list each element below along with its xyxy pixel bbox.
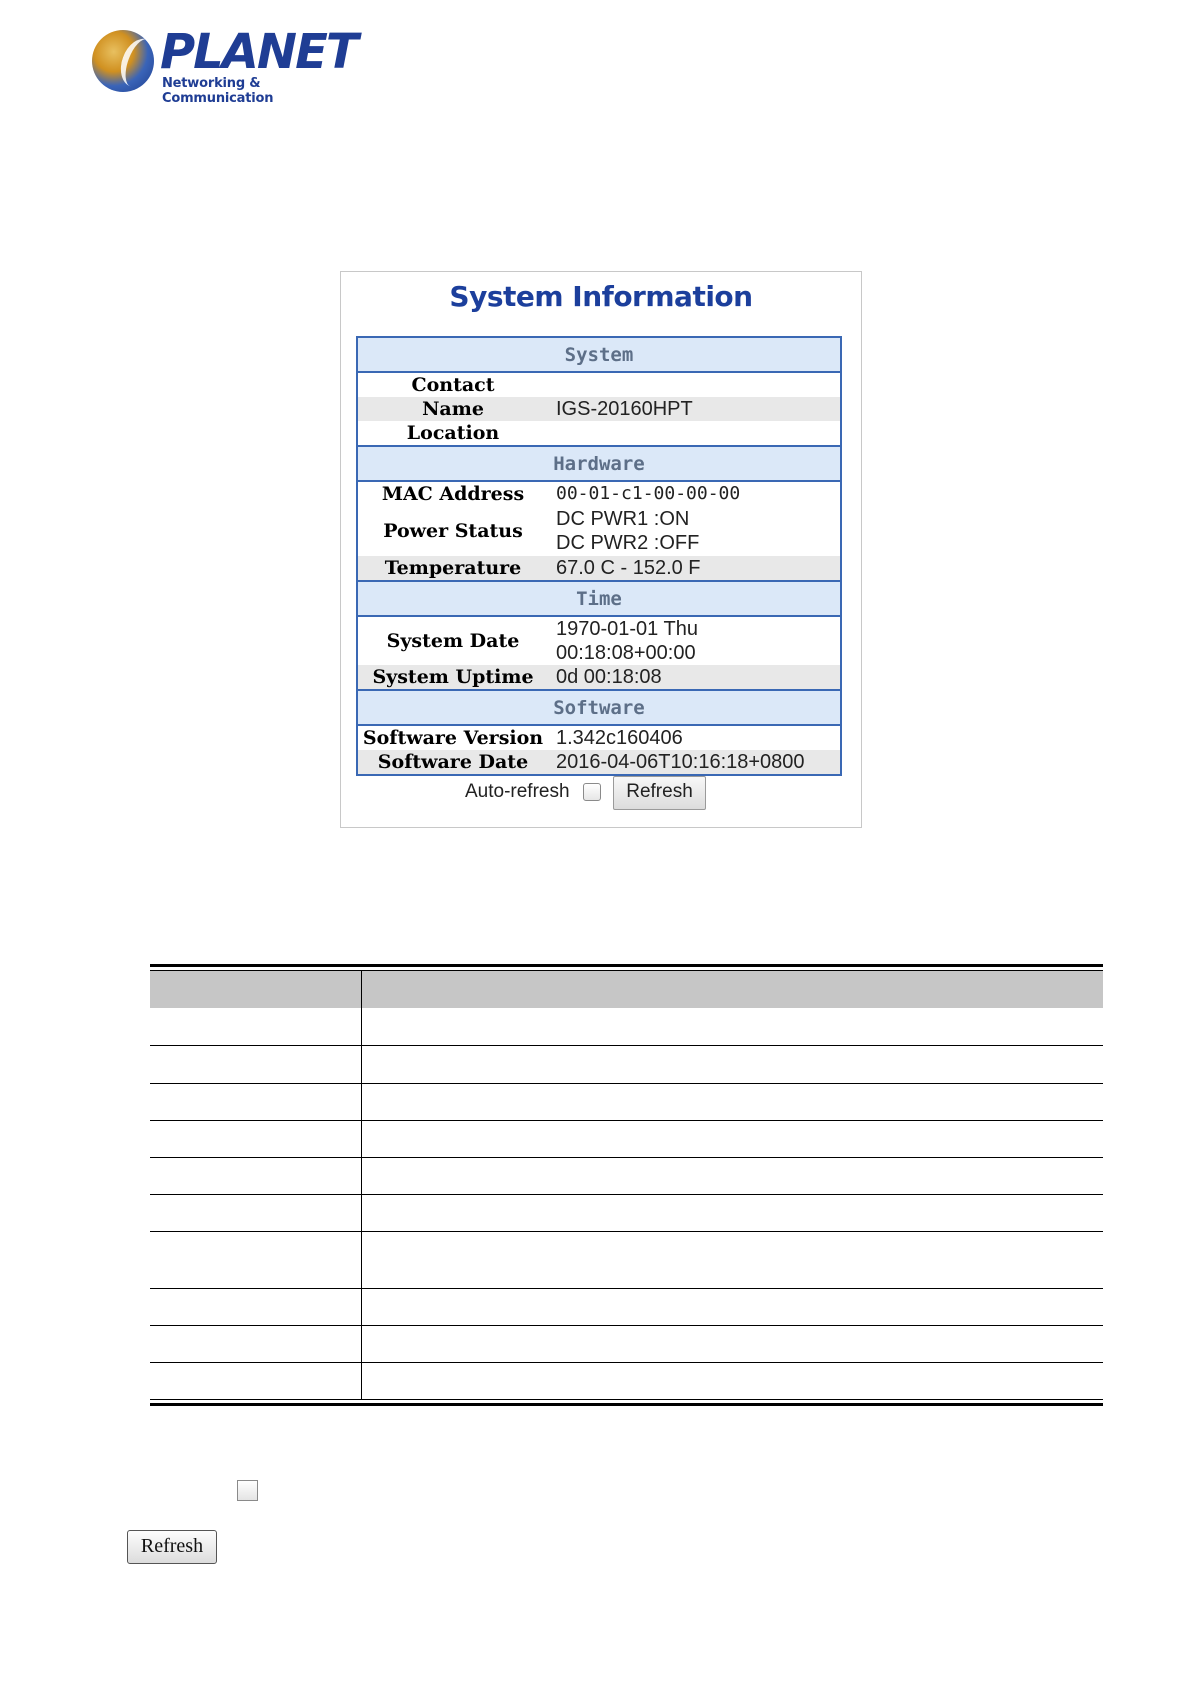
- table-row: [357, 750, 841, 775]
- system-date-label: System Date: [386, 630, 520, 652]
- power-value-2: DC PWR2 :OFF: [556, 532, 700, 554]
- table-row: [357, 481, 841, 506]
- refresh-button-sample[interactable]: Refresh: [127, 1530, 217, 1564]
- table-row: [357, 616, 841, 665]
- temperature-value: 67.0 C - 152.0 F: [548, 556, 841, 581]
- auto-refresh-checkbox-sample[interactable]: [237, 1480, 258, 1501]
- table-row: [357, 725, 841, 750]
- table-row: [357, 421, 841, 446]
- system-information-panel: [340, 271, 862, 828]
- auto-refresh-label: Auto-refresh: [465, 781, 570, 802]
- table-row: [357, 665, 841, 690]
- section-system: System: [357, 337, 841, 372]
- section-time: Time: [357, 581, 841, 616]
- system-date-value: 1970-01-01 Thu 00:18:08+00:00: [556, 618, 698, 664]
- table-row: [357, 556, 841, 581]
- table-top-rule: [150, 964, 1103, 971]
- table-row: [150, 1084, 1103, 1121]
- logo-tagline: Networking & Communication: [162, 76, 274, 106]
- mac-value: 00-01-c1-00-00-00: [556, 483, 741, 504]
- software-version-value: 1.342c160406: [556, 727, 683, 749]
- power-value-1: DC PWR1 :ON: [556, 508, 690, 530]
- table-row: [150, 1008, 1103, 1046]
- table-bottom-rule: [150, 1399, 1103, 1406]
- temperature-label: Temperature: [357, 556, 548, 581]
- table-row: [150, 1363, 1103, 1399]
- power-value: [548, 506, 841, 556]
- refresh-button[interactable]: Refresh: [613, 776, 706, 810]
- table-header-row: [150, 971, 1103, 1008]
- system-info-table: [356, 336, 842, 776]
- software-date-label: Software Date: [357, 750, 548, 775]
- planet-logo: [92, 24, 357, 106]
- table-row: [357, 397, 841, 421]
- power-label: Power Status: [383, 520, 523, 542]
- section-software: Software: [357, 690, 841, 725]
- location-value: [548, 421, 841, 446]
- software-date-value: 2016-04-06T10:16:18+0800: [548, 750, 841, 775]
- table-row: [357, 372, 841, 397]
- section-hardware: Hardware: [357, 446, 841, 481]
- system-uptime-value: 0d 00:18:08: [548, 665, 841, 690]
- table-row: [150, 1289, 1103, 1326]
- system-uptime-label: System Uptime: [357, 665, 548, 690]
- software-version-label: Software Version: [362, 727, 544, 749]
- logo-brand: PLANET: [160, 24, 357, 80]
- table-row: [150, 1046, 1103, 1084]
- table-row: [150, 1326, 1103, 1363]
- table-row: [150, 1121, 1103, 1158]
- contact-value: [548, 372, 841, 397]
- name-value: IGS-20160HPT: [548, 397, 841, 421]
- table-row: [357, 506, 841, 556]
- description-table: [150, 964, 1103, 1406]
- mac-label: MAC Address: [381, 483, 525, 505]
- location-label: Location: [406, 422, 500, 444]
- globe-icon: [92, 30, 154, 92]
- name-label: Name: [357, 397, 548, 421]
- table-row: [150, 1195, 1103, 1232]
- table-row: [150, 1232, 1103, 1289]
- table-row: [150, 1158, 1103, 1195]
- contact-label: Contact: [411, 374, 495, 396]
- auto-refresh-checkbox[interactable]: [583, 783, 601, 801]
- auto-refresh-row: [341, 775, 861, 809]
- page-title: System Information: [449, 280, 753, 313]
